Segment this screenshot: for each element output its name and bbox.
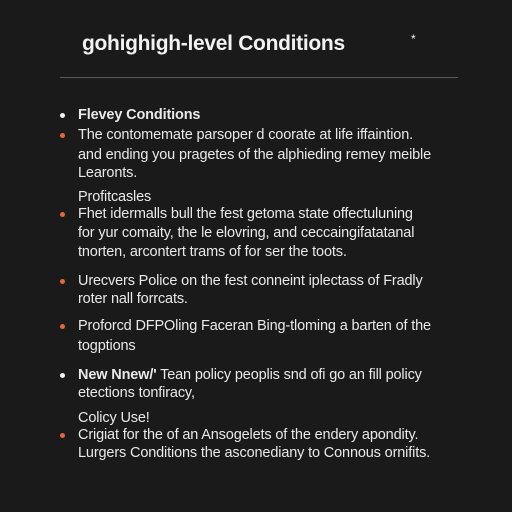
list-item-line: for yur comaity, the le elovring, and ceccaingifatatanal xyxy=(78,225,415,241)
section-label: Profitcasles xyxy=(78,189,152,205)
list-item-line xyxy=(78,366,422,384)
list-item-line: roter nall forrcats. xyxy=(78,291,188,307)
list-item-line: Learonts. xyxy=(78,165,138,181)
item-lead: New Nnew/' xyxy=(78,367,157,383)
list-item-line: and ending you pragetes of the alphieding remey meible xyxy=(78,147,432,163)
item-text: Tean policy peoplis snd ofi go an fill policy xyxy=(156,367,422,383)
list-item-line: Urecvers Police on the fest conneint iplectass of Fradly xyxy=(78,273,423,289)
title-mark: * xyxy=(411,32,416,46)
list-item-line: Lurgers Conditions the asconediany to Connous ornifits. xyxy=(78,445,431,461)
list-item-line: togptions xyxy=(78,338,136,354)
list-item-line: The contomemate parsoper d coorate at life iffaintion. xyxy=(78,127,413,143)
section-heading: Flevey Conditions xyxy=(78,107,201,123)
list-item-line: Crigiat for the of an Ansogelets of the endery apondity. xyxy=(78,427,419,443)
list-item-line: tnorten, arcontert trams of for ser the toots. xyxy=(78,244,347,260)
list-bullet xyxy=(60,433,65,438)
title-divider xyxy=(60,77,458,78)
list-bullet xyxy=(60,113,65,118)
list-item-line: etections tonfiracy, xyxy=(78,385,195,401)
list-bullet xyxy=(60,212,65,217)
list-bullet xyxy=(60,324,65,329)
list-item-line: Proforcd DFPOling Faceran Bing-tloming a barten of the xyxy=(78,318,431,334)
list-bullet xyxy=(60,279,65,284)
list-item-line: Fhet idermalls bull the fest getoma state offectuluning xyxy=(78,206,413,222)
list-bullet xyxy=(60,133,65,138)
list-bullet xyxy=(60,373,65,378)
page-title: gohighigh-level Conditions xyxy=(82,32,345,55)
section-label: Colicy Use! xyxy=(78,410,150,426)
